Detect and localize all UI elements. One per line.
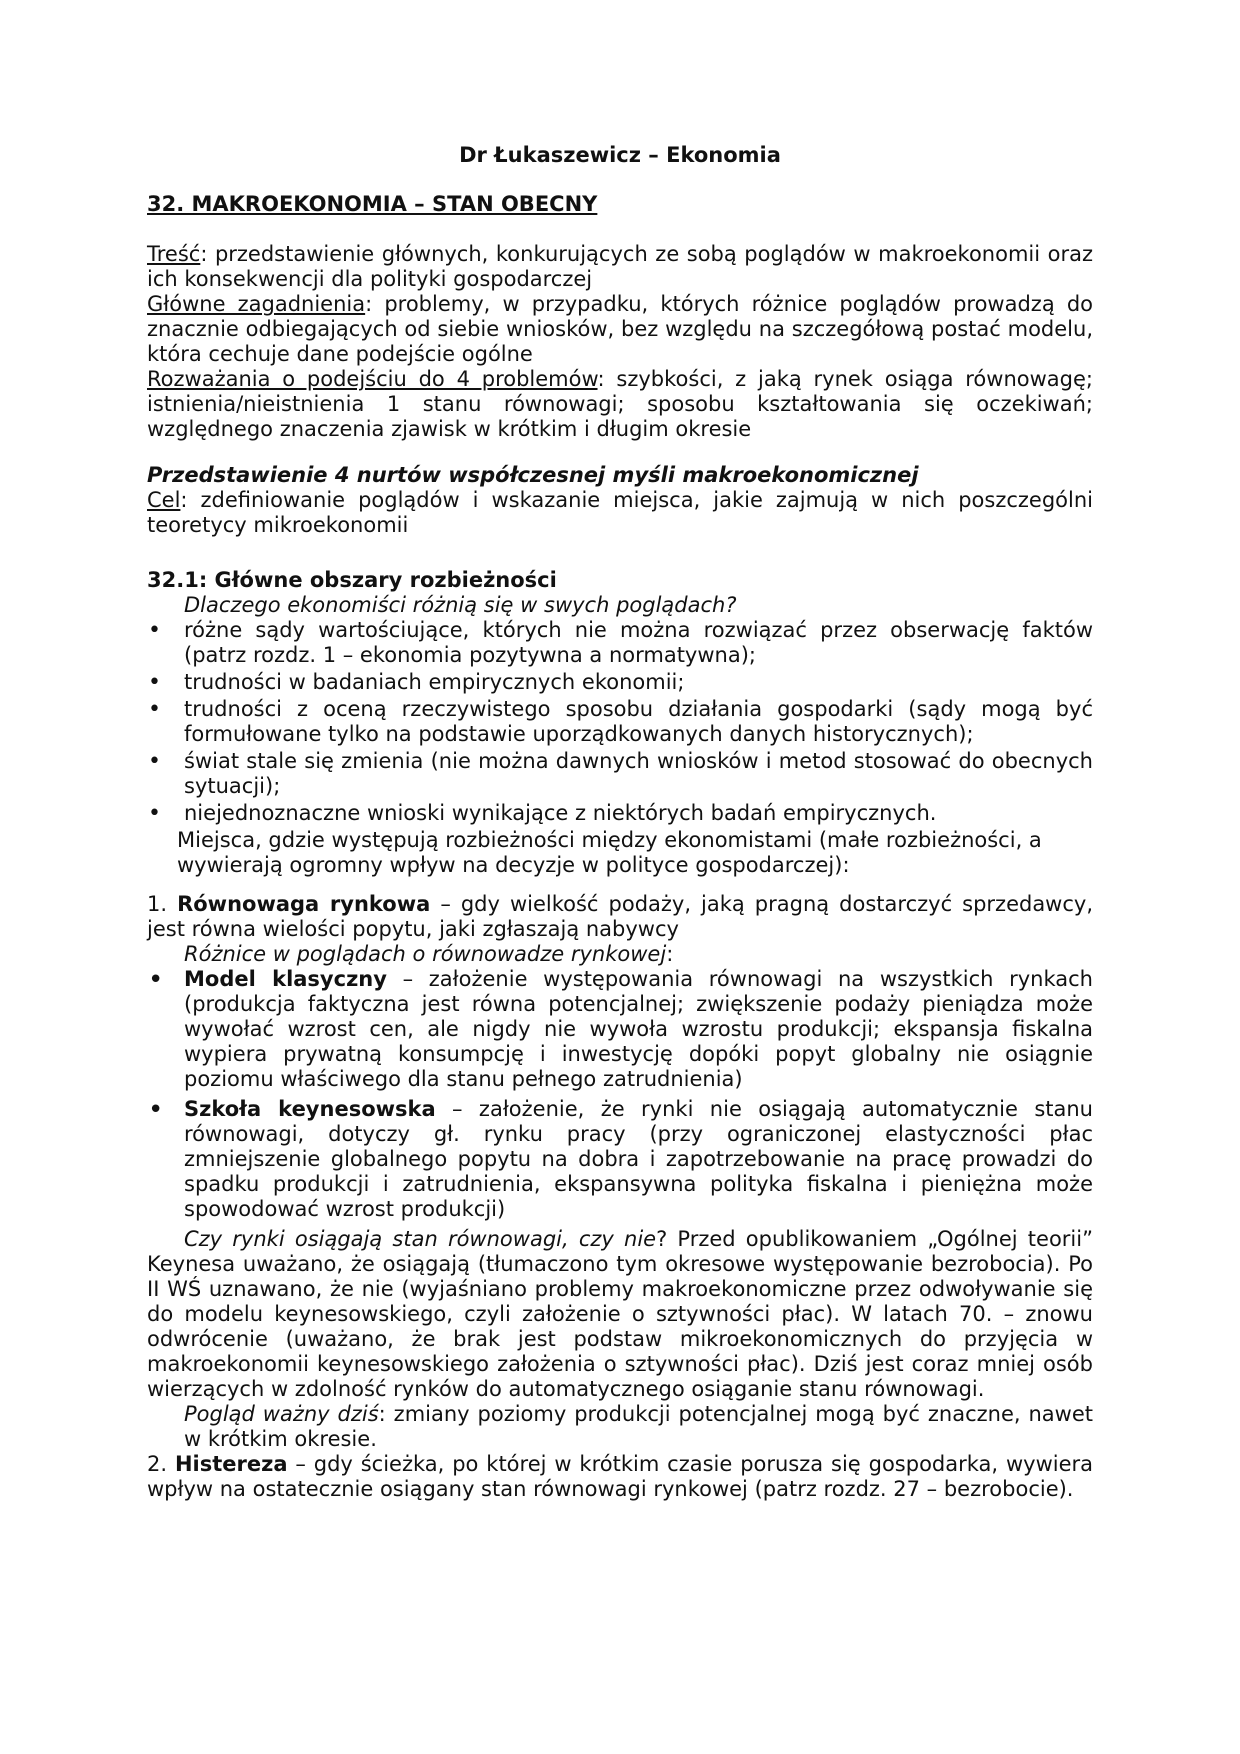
- bullet-icon: •: [148, 801, 161, 826]
- list-item-text: świat stale się zmienia (nie można dawnych wniosków i metod stosować do obecnych sytuacji);: [184, 749, 1093, 798]
- point-2: [147, 1452, 1093, 1502]
- bullet-icon: •: [148, 965, 164, 995]
- spacer: [147, 878, 1093, 892]
- subsection-heading: 32.1: Główne obszary rozbieżności: [147, 568, 557, 592]
- list-item-text: różne sądy wartościujące, których nie można rozwiązać przez obserwację faktów (patrz rozdz. 1 – ekonomia pozytywna a normatywna);: [184, 618, 1093, 667]
- roznice-label: Różnice w poglądach o równowadze rynkowej: [184, 942, 667, 966]
- nurty-heading: Przedstawienie 4 nurtów współczesnej myśli makroekonomicznej: [147, 463, 919, 487]
- list-item: [147, 749, 1093, 799]
- model-term: Szkoła keynesowska: [184, 1097, 436, 1121]
- intro-zagadnienia: [147, 292, 1093, 367]
- poglad-label: Pogląd ważny dziś: [184, 1402, 379, 1426]
- cel-label: Cel: [147, 488, 181, 512]
- list-item: [147, 801, 1093, 826]
- spacer: [147, 538, 1093, 563]
- nurty-cel: [147, 488, 1093, 538]
- bullet-icon: •: [148, 1095, 164, 1125]
- cel-text: : zdefiniowanie poglądów i wskazanie miejsca, jakie zajmują w nich poszczególni teoretycy mikroekonomii: [147, 488, 1093, 537]
- point-1-text: – gdy wielkość podaży, jaką pragną dostarczyć sprzedawcy, jest równa wielości popytu, jaki zgłaszają nabywcy: [147, 892, 1094, 941]
- list-item: [147, 1097, 1093, 1222]
- subsection-question: Dlaczego ekonomiści różnią się w swych poglądach?: [184, 593, 737, 617]
- intro-tresc: [147, 242, 1093, 292]
- rozwazania-text: : szybkości, z jaką rynek osiąga równowagę; istnienia/nieistnienia 1 stanu równowagi; sposobu kształtowania się oczekiwań; względnego znaczenia zjawisk w krótkim i długim okresie: [147, 367, 1093, 441]
- miejsca-paragraph: Miejsca, gdzie występują rozbieżności między ekonomistami (małe rozbieżności, a wywierają ogromny wpływ na decyzje w polityce gospodarczej):: [177, 828, 1042, 877]
- document-title: Dr Łukaszewicz – Ekonomia: [459, 143, 781, 167]
- intro-rozwazania: [147, 367, 1093, 442]
- models-list: [147, 967, 1093, 1222]
- point-2-text: – gdy ścieżka, po której w krótkim czasie porusza się gospodarka, wywiera wpływ na ostatecznie osiągany stan równowagi rynkowej (patrz rozdz. 27 – bezrobocie).: [147, 1452, 1094, 1501]
- czy-rynki-paragraph: [147, 1227, 1093, 1402]
- bullet-icon: •: [148, 618, 161, 643]
- point-1-term: Równowaga rynkowa: [177, 892, 431, 916]
- list-item-text: trudności w badaniach empirycznych ekonomii;: [184, 670, 685, 694]
- model-text: – założenie występowania równowagi na wszystkich rynkach (produkcja faktyczna jest równa potencjalnej; zwiększenie podaży pieniądza może wywołać wzrost cen, ale nigdy nie wywoła wzrostu produkcji; ekspansja fiskalna wypiera prywatną konsumpcję i inwestycję dopóki popyt globalny nie osiągnie poziomu właściwego dla stanu pełnego zatrudnienia): [184, 967, 1093, 1091]
- tresc-text: : przedstawienie głównych, konkurujących ze sobą poglądów w makroekonomii oraz ich konsekwencji dla polityki gospodarczej: [147, 242, 1093, 291]
- model-text: – założenie, że rynki nie osiągają automatycznie stanu równowagi, dotyczy gł. rynku pracy (przy ograniczonej elastyczności płac zmniejszenie globalnego popytu na dobra i zapotrzebowanie na pracę prowadzi do spadku produkcji i zatrudnienia, ekspansywna polityka fiskalna i pieniężna może spowodować wzrost produkcji): [184, 1097, 1093, 1221]
- bullet-icon: •: [148, 697, 161, 722]
- list-item: [147, 670, 1093, 695]
- list-item-text: trudności z oceną rzeczywistego sposobu działania gospodarki (sądy mogą być formułowane tylko na podstawie uporządkowanych danych historycznych);: [184, 697, 1093, 746]
- list-item: [147, 967, 1093, 1092]
- list-item-text: niejednoznaczne wnioski wynikające z niektórych badań empirycznych.: [184, 801, 937, 825]
- model-term: Model klasyczny: [184, 967, 387, 991]
- roznice-colon: :: [666, 942, 674, 966]
- document-page: [147, 143, 1093, 1502]
- differences-list: [147, 618, 1093, 826]
- list-item: [147, 697, 1093, 747]
- zagadnienia-text: : problemy, w przypadku, których różnice poglądów prowadzą do znacznie odbiegających od siebie wniosków, bez względu na szczegółową postać modelu, która cechuje dane podejście ogólne: [147, 292, 1093, 366]
- bullet-icon: •: [148, 670, 161, 695]
- section-heading: 32. MAKROEKONOMIA – STAN OBECNY: [147, 192, 598, 216]
- tresc-label: Treść: [147, 242, 201, 266]
- point-2-number: 2.: [147, 1452, 175, 1476]
- point-1-number: 1.: [147, 892, 178, 916]
- bullet-icon: •: [148, 749, 161, 774]
- roznice-line: [147, 942, 1093, 967]
- point-1: [147, 892, 1093, 942]
- rozwazania-label: Rozważania o podejściu do 4 problemów: [147, 367, 598, 391]
- zagadnienia-label: Główne zagadnienia: [147, 292, 366, 316]
- point-2-term: Histereza: [174, 1452, 288, 1476]
- czy-rynki-text: ? Przed opublikowaniem „Ogólnej teorii” Keynesa uważano, że osiągają (tłumaczono tym okresowe występowanie bezrobocia). Po II WŚ uznawano, że nie (wyjaśniano problemy makroekonomiczne przez odwoływanie się do modelu keynesowskiego, czyli założenie o sztywności płac). W latach 70. – znowu odwrócenie (uważano, że brak jest podstaw mikroekonomicznych do przyjęcia w makroekonomii keynesowskiego założenia o sztywności płac). Dziś jest coraz mniej osób wierzących w zdolność rynków do automatycznego osiąganie stanu równowagi.: [147, 1227, 1093, 1401]
- poglad-paragraph: [147, 1402, 1093, 1452]
- czy-rynki-question: Czy rynki osiągają stan równowagi, czy nie: [184, 1227, 657, 1251]
- list-item: [147, 618, 1093, 668]
- poglad-text: : zmiany poziomy produkcji potencjalnej mogą być znaczne, nawet w krótkim okresie.: [184, 1402, 1093, 1451]
